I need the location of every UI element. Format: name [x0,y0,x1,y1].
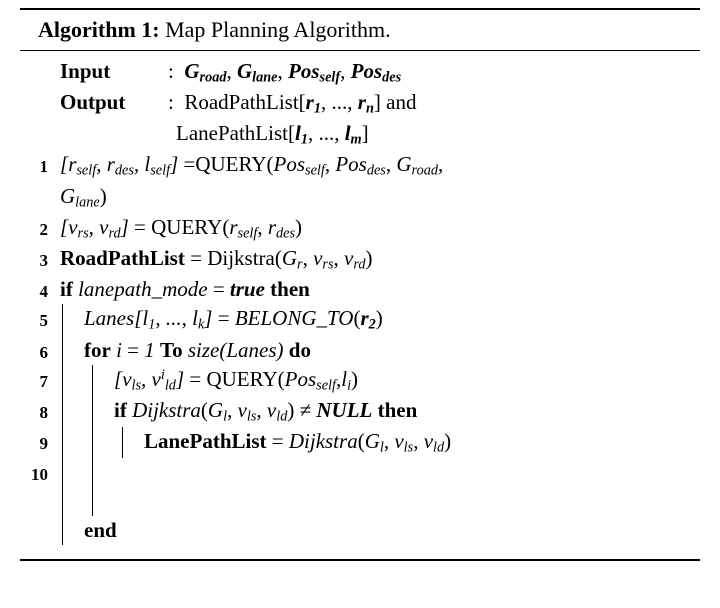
line-number-blank [20,57,54,62]
block-bar-inner-if [122,427,123,458]
l7-lhs: [$v_{ls}$, $v^i_{ld}$] [114,366,185,394]
l1-arg-3: $G_{road}$ [396,152,438,179]
l8-if: if [114,397,127,422]
code-line-4 [20,275,700,304]
l1-arg-2: Pos$_{des}$ [335,152,386,179]
l5-arg-1: $r_2$ [360,306,376,333]
l1-paren-open: ( [266,152,274,177]
code-line-10 [20,458,700,487]
l8-null: NULL [316,397,373,422]
code-line-filler-content [54,487,700,516]
code-line-7 [20,365,700,396]
l1-arg-4: $G_{lane}$ [60,183,100,211]
end-keyword: end [84,518,117,543]
output-separator: : [168,89,174,114]
line-number-2: 2 [39,219,48,239]
output-line-2 [20,119,700,150]
l3-arg-1: $G_r$ [281,246,303,273]
code-line-6 [20,336,700,365]
line-number-blank-2 [20,88,54,93]
code-line-3 [20,244,700,275]
output-content [54,88,700,119]
l7-fn: QUERY [206,366,278,391]
l3-arg-3: $v_{rd}$ [344,246,366,273]
code-line-9 [20,427,700,458]
block-bar-if-6 [62,458,63,487]
code-line-5 [20,304,700,335]
block-bar-for-5 [92,487,93,516]
l1-eq: = [178,152,196,177]
code-line-2-content: [$v_{rs}$, $v_{rd}$] = $QUERY(r_{self}$, $r_{des}$) [60,214,303,242]
line-number-7: 7 [39,371,48,391]
algorithm-label: Algorithm 1: [38,17,160,42]
output-label: Output [60,89,126,114]
line-number-3: 3 [39,251,48,271]
code-line-3-content: RoadPathList = $Dijkstra(G_r$, $v_{rs}$, $v_{rd}$) [60,246,373,273]
algorithm-title: Map Planning Algorithm. [165,17,391,42]
input-arg-g-road: $G_{road}$ [184,58,227,86]
output-content-2 [54,119,700,150]
input-arg-g-lane: $G_{lane}$ [236,58,278,86]
l8-arg-1: $G_l$ [207,397,228,425]
output-and: and [386,89,417,114]
code-line-6-content: for i = 1 To size(Lanes) do [54,336,700,365]
code-line-9-content: LanePathList = $Dijkstra(G_l$, $v_{ls}$, $v_{ld}$) [54,427,700,458]
l8-arg-3: $v_{ld}$ [266,397,288,425]
l3-lhs: RoadPathList [60,246,185,271]
code-line-4-content: if lanepath_mode = true then [60,277,310,302]
line-number-4: 4 [39,282,48,302]
block-bar-if-7 [62,487,63,516]
l1-paren-close: ) [99,183,107,208]
input-label: Input [60,58,111,83]
l8-arg-2: $v_{ls}$ [237,397,257,425]
l9-arg-2: $v_{ls}$ [394,429,414,456]
code-line-2 [20,213,700,244]
line-number-9: 9 [39,434,48,454]
l6-do: do [288,337,311,362]
input-line [20,57,700,88]
l6-var: i [116,337,122,362]
l3-fn: Dijkstra [207,246,275,271]
line-number-10: 10 [31,465,48,485]
code-line-end-content [54,516,700,545]
line-number-blank-5 [20,487,54,492]
algorithm-block [20,8,700,561]
line-number-6: 6 [39,342,48,362]
block-bar-if [62,304,63,335]
block-bar-if-3 [62,365,63,396]
block-bar-for-2 [92,396,93,427]
code-line-10-content [54,458,700,487]
l8-fn: Dijkstra [132,397,201,422]
block-bar-if-4 [62,396,63,427]
l9-arg-1: $G_l$ [364,429,384,456]
l7-arg-2: $l_i$ [341,366,352,394]
block-bar-if-2 [62,336,63,365]
bottom-rule [20,559,700,561]
algorithm-caption [20,10,700,50]
input-arg-pos-des: Pos$_{des}$ [350,58,402,86]
line-number-blank-4 [20,182,54,187]
l2-arg-1: $r_{self}$ [229,214,258,242]
block-bar-for-4 [92,458,93,487]
code-line-1 [20,150,700,181]
input-separator: : [168,58,174,83]
l4-if: if [60,277,73,302]
code-line-7-content: [$v_{ls}$, $v^i_{ld}$] = $QUERY(Pos_{self},l_i)$ [54,365,700,396]
line-number-8: 8 [39,402,48,422]
l2-lhs: [$v_{rs}$, $v_{rd}$] [60,214,129,242]
code-line-5-content: $Lanes[l_1$, ..., $l_k$] = $BELONG\_TO(r_2)$ [54,304,700,335]
line-number-1: 1 [39,157,48,177]
output-line [20,88,700,119]
l1-arg-1: Pos$_{self}$ [273,152,325,179]
code-line-1-wrap [20,182,700,213]
l2-fn: QUERY [151,214,223,239]
l5-lhs: $Lanes[l_1$, ..., $l_k$] [84,306,213,333]
output-lanepathlist: $LanePathList[l_1$, ..., $l_m$] [176,121,369,148]
l1-lhs: [$r_{self}$, $r_{des}$, $l_{self}$] [60,152,179,179]
l7-arg-1: Pos$_{self}$ [284,366,336,394]
block-bar-for [92,365,93,396]
l9-lhs: LanePathList [144,429,267,454]
algorithm-body [20,51,700,550]
code-line-filler [20,487,700,516]
l4-var: lanepath_mode [78,277,208,302]
l8-neq: ≠ [294,397,317,422]
l2-arg-2: $r_{des}$ [267,214,296,242]
line-number-blank-6 [20,516,54,521]
code-line-1-content: [$r_{self}$, $r_{des}$, $l_{self}$] =QUERY(Pos$_{self}$, Pos$_{des}$, $G_{road}$, [60,152,444,179]
l6-for: for [84,337,111,362]
l6-start: 1 [144,337,155,362]
block-bar-for-3 [92,427,93,458]
l4-value: true [229,277,265,302]
line-number-blank-3 [20,119,54,124]
l8-then: then [377,397,418,422]
l6-to: To [160,337,183,362]
code-line-end [20,516,700,545]
l5-fn: BELONG_TO [234,306,354,331]
input-arg-pos-self: Pos$_{self}$ [288,58,341,86]
input-content: Input : $G_{road}$, $G_{lane}$, Pos$_{self}$, Pos$_{des}$ [60,58,402,86]
code-line-8 [20,396,700,427]
l1-fn: QUERY [195,152,267,177]
l6-size-fn: size(Lanes) [187,337,284,362]
l4-then: then [270,277,310,302]
l9-arg-3: $v_{ld}$ [423,429,445,456]
l3-arg-2: $v_{rs}$ [313,246,334,273]
code-line-8-content: if $Dijkstra(G_l$, $v_{ls}$, $v_{ld}$) ≠ NULL then [54,396,700,427]
code-line-1-wrap-content [54,182,700,213]
line-number-5: 5 [39,311,48,331]
output-roadpathlist: $RoadPathList[r_1$, ..., $r_n$] [184,89,381,117]
block-bar-if-8 [62,516,63,545]
l9-fn: Dijkstra [288,429,358,454]
block-bar-if-5 [62,427,63,458]
